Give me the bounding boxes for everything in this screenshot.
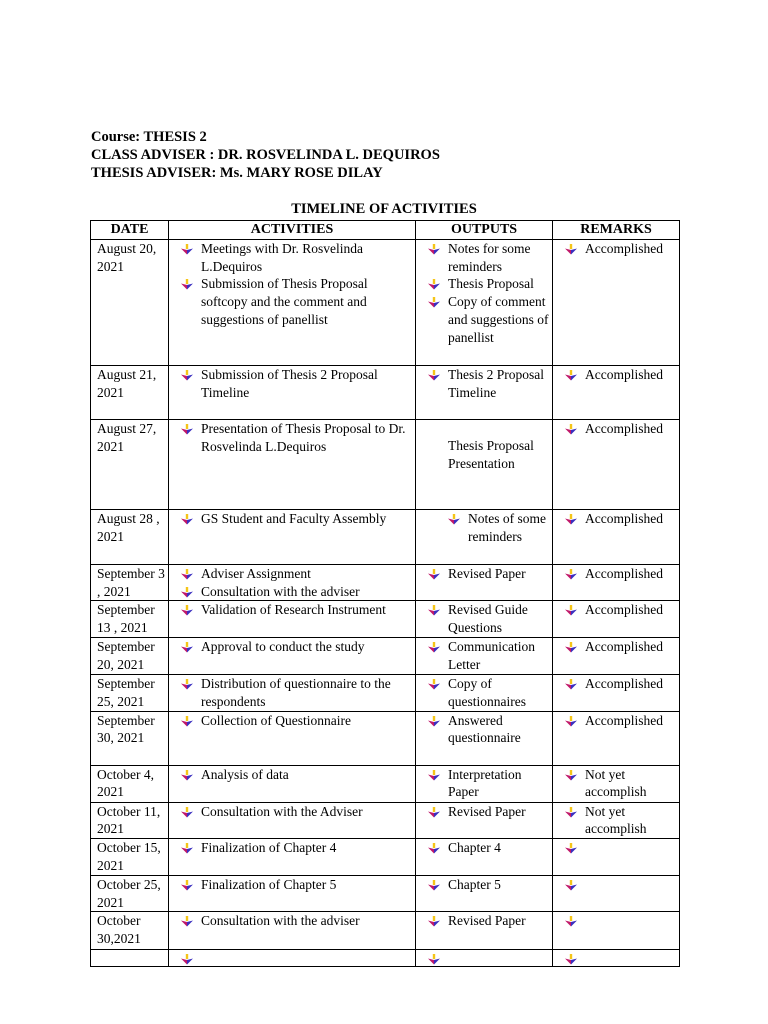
list-item <box>448 912 550 930</box>
list-item-text: Not yet accomplish <box>585 803 647 837</box>
table-row <box>91 509 680 564</box>
down-arrow-bullet-icon <box>565 880 577 891</box>
down-arrow-bullet-icon <box>428 569 440 580</box>
list-item <box>201 712 413 730</box>
list-item-text: Adviser Assignment <box>201 565 311 581</box>
list-item <box>201 275 413 328</box>
list-item <box>201 766 413 784</box>
down-arrow-bullet-icon <box>565 424 577 435</box>
down-arrow-bullet-icon <box>181 770 193 781</box>
list-item-text: Accomplished <box>585 240 663 256</box>
list-item-text: Chapter 4 <box>448 840 501 856</box>
activities-list <box>175 839 413 857</box>
outputs-cell <box>416 765 553 802</box>
list-item-text: Accomplished <box>585 366 663 382</box>
list-item-text: Thesis Proposal <box>448 276 534 292</box>
outputs-cell <box>416 912 553 950</box>
list-item-text: Notes for some reminders <box>448 240 531 274</box>
down-arrow-bullet-icon <box>428 807 440 818</box>
list-item-text: Meetings with Dr. Rosvelinda L.Dequiros <box>201 240 363 274</box>
outputs-cell <box>416 875 553 912</box>
list-item-text: Accomplished <box>585 510 663 526</box>
list-item-text: Accomplished <box>585 565 663 581</box>
remarks-cell <box>553 365 680 419</box>
down-arrow-bullet-icon <box>181 716 193 727</box>
list-item <box>201 803 413 821</box>
activities-cell <box>169 802 416 839</box>
outputs-list <box>422 510 550 546</box>
list-item <box>585 712 677 730</box>
list-item <box>201 876 413 894</box>
outputs-cell <box>416 239 553 365</box>
activities-list <box>175 803 413 821</box>
list-item-text: Accomplished <box>585 675 663 691</box>
activities-list <box>175 912 413 930</box>
list-item-text: Consultation with the adviser <box>201 583 360 599</box>
list-item <box>585 766 677 802</box>
outputs-list <box>422 839 550 857</box>
outputs-list <box>422 601 550 637</box>
list-item <box>201 601 413 619</box>
list-item-text: Distribution of questionnaire to the respondents <box>201 675 391 709</box>
timeline-body <box>91 239 680 967</box>
activities-cell <box>169 509 416 564</box>
remarks-cell <box>553 875 680 912</box>
down-arrow-bullet-icon <box>181 954 193 965</box>
down-arrow-bullet-icon <box>428 954 440 965</box>
date-cell: September 20, 2021 <box>91 638 169 675</box>
down-arrow-bullet-icon <box>181 843 193 854</box>
list-item <box>585 565 677 583</box>
down-arrow-bullet-icon <box>565 916 577 927</box>
list-item <box>585 366 677 384</box>
table-row <box>91 365 680 419</box>
table-title: TIMELINE OF ACTIVITIES <box>291 201 477 217</box>
list-item <box>448 712 550 748</box>
activities-cell <box>169 839 416 876</box>
date-cell: September 30, 2021 <box>91 711 169 765</box>
activities-cell <box>169 765 416 802</box>
down-arrow-bullet-icon <box>428 880 440 891</box>
table-row <box>91 239 680 365</box>
table-row <box>91 765 680 802</box>
list-item <box>585 510 677 528</box>
outputs-list <box>422 240 550 347</box>
list-item-text: Consultation with the adviser <box>201 913 360 929</box>
activities-list <box>175 876 413 894</box>
date-cell: August 21, 2021 <box>91 365 169 419</box>
list-item-text: Interpretation Paper <box>448 766 522 800</box>
down-arrow-bullet-icon <box>565 642 577 653</box>
down-arrow-bullet-icon <box>565 679 577 690</box>
down-arrow-bullet-icon <box>565 370 577 381</box>
column-header-date: DATE <box>91 221 169 240</box>
list-item <box>448 437 550 473</box>
list-item <box>585 675 677 693</box>
list-item-text: Notes of some reminders <box>468 510 546 544</box>
table-row <box>91 912 680 950</box>
spacer <box>422 420 550 437</box>
list-item-text: Finalization of Chapter 4 <box>201 840 337 856</box>
list-item-text: Accomplished <box>585 639 663 655</box>
list-item <box>448 766 550 802</box>
date-cell: August 28 , 2021 <box>91 509 169 564</box>
activities-cell <box>169 239 416 365</box>
remarks-list <box>559 638 677 656</box>
date-cell: October 15, 2021 <box>91 839 169 876</box>
activities-list <box>175 240 413 329</box>
down-arrow-bullet-icon <box>565 716 577 727</box>
down-arrow-bullet-icon <box>181 370 193 381</box>
remarks-cell <box>553 950 680 967</box>
down-arrow-bullet-icon <box>181 569 193 580</box>
list-item <box>448 565 550 583</box>
activities-list <box>175 565 413 601</box>
down-arrow-bullet-icon <box>428 605 440 616</box>
list-item-text: Analysis of data <box>201 766 289 782</box>
list-item-text: Finalization of Chapter 5 <box>201 876 337 892</box>
down-arrow-bullet-icon <box>181 424 193 435</box>
table-row <box>91 564 680 601</box>
outputs-cell <box>416 419 553 509</box>
date-cell: October 25, 2021 <box>91 875 169 912</box>
list-item <box>201 565 413 583</box>
activities-list <box>175 712 413 730</box>
outputs-list <box>422 366 550 402</box>
list-item <box>448 839 550 857</box>
outputs-cell <box>416 802 553 839</box>
remarks-list <box>559 712 677 730</box>
outputs-list <box>422 675 550 711</box>
down-arrow-bullet-icon <box>565 770 577 781</box>
date-cell: October 30,2021 <box>91 912 169 950</box>
activities-cell <box>169 419 416 509</box>
list-item <box>468 510 550 546</box>
list-item <box>585 803 677 839</box>
list-item-text: Thesis 2 Proposal Timeline <box>448 366 544 400</box>
outputs-cell <box>416 564 553 601</box>
down-arrow-bullet-icon <box>565 843 577 854</box>
remarks-cell <box>553 601 680 638</box>
down-arrow-bullet-icon <box>565 807 577 818</box>
list-item <box>448 240 550 276</box>
down-arrow-bullet-icon <box>448 514 460 525</box>
down-arrow-bullet-icon <box>181 642 193 653</box>
list-item-text: Validation of Research Instrument <box>201 602 386 618</box>
list-item-text: Not yet accomplish <box>585 766 647 800</box>
remarks-cell <box>553 711 680 765</box>
list-item <box>448 601 550 637</box>
activities-list <box>175 510 413 528</box>
outputs-list <box>422 876 550 894</box>
activities-cell <box>169 711 416 765</box>
list-item-text: Consultation with the Adviser <box>201 803 363 819</box>
remarks-cell <box>553 765 680 802</box>
list-item <box>448 366 550 402</box>
remarks-list <box>559 510 677 528</box>
down-arrow-bullet-icon <box>181 679 193 690</box>
table-row <box>91 601 680 638</box>
column-header-activities: ACTIVITIES <box>169 221 416 240</box>
remarks-list <box>559 675 677 693</box>
activities-cell <box>169 365 416 419</box>
activities-list <box>175 601 413 619</box>
down-arrow-bullet-icon <box>181 514 193 525</box>
list-item <box>201 675 413 711</box>
list-item-text: Communication Letter <box>448 639 535 673</box>
list-item <box>201 510 413 528</box>
activities-list <box>175 420 413 456</box>
down-arrow-bullet-icon <box>181 916 193 927</box>
down-arrow-bullet-icon <box>565 244 577 255</box>
remarks-cell <box>553 509 680 564</box>
activities-list <box>175 675 413 711</box>
list-item <box>201 420 413 456</box>
list-item-text: Copy of questionnaires <box>448 675 526 709</box>
remarks-list <box>559 803 677 839</box>
list-item-text: Answered questionnaire <box>448 712 521 746</box>
list-item <box>448 293 550 346</box>
date-cell: August 20, 2021 <box>91 239 169 365</box>
outputs-list <box>422 912 550 930</box>
down-arrow-bullet-icon <box>428 279 440 290</box>
list-item <box>201 240 413 276</box>
remarks-list <box>559 240 677 258</box>
date-cell: September 25, 2021 <box>91 674 169 711</box>
activities-cell <box>169 912 416 950</box>
list-item <box>448 876 550 894</box>
remarks-list <box>559 420 677 438</box>
date-cell: September 3 , 2021 <box>91 564 169 601</box>
down-arrow-bullet-icon <box>428 916 440 927</box>
outputs-cell <box>416 839 553 876</box>
outputs-list <box>422 766 550 802</box>
column-header-outputs: OUTPUTS <box>416 221 553 240</box>
table-row <box>91 839 680 876</box>
course-line: Course: THESIS 2 <box>91 129 207 145</box>
remarks-cell <box>553 564 680 601</box>
list-item-text: Accomplished <box>585 420 663 436</box>
table-row <box>91 711 680 765</box>
list-item-text: Revised Paper <box>448 565 526 581</box>
date-cell <box>91 950 169 967</box>
down-arrow-bullet-icon <box>181 279 193 290</box>
remarks-list <box>559 766 677 802</box>
down-arrow-bullet-icon <box>565 605 577 616</box>
activities-cell <box>169 638 416 675</box>
remarks-cell <box>553 419 680 509</box>
down-arrow-bullet-icon <box>428 297 440 308</box>
remarks-cell <box>553 638 680 675</box>
down-arrow-bullet-icon <box>181 605 193 616</box>
list-item-text: Copy of comment and suggestions of panellist <box>448 294 549 345</box>
remarks-cell <box>553 802 680 839</box>
outputs-cell <box>416 674 553 711</box>
outputs-list <box>422 712 550 748</box>
table-row <box>91 638 680 675</box>
date-cell: August 27, 2021 <box>91 419 169 509</box>
timeline-table <box>90 220 680 967</box>
down-arrow-bullet-icon <box>181 244 193 255</box>
activities-cell <box>169 875 416 912</box>
down-arrow-bullet-icon <box>181 807 193 818</box>
down-arrow-bullet-icon <box>565 569 577 580</box>
date-cell: September 13 , 2021 <box>91 601 169 638</box>
list-item <box>448 675 550 711</box>
activities-list <box>175 638 413 656</box>
down-arrow-bullet-icon <box>565 954 577 965</box>
list-item-text: Submission of Thesis 2 Proposal Timeline <box>201 366 378 400</box>
list-item <box>201 366 413 402</box>
list-item <box>585 420 677 438</box>
remarks-list <box>559 565 677 583</box>
list-item-text: Approval to conduct the study <box>201 639 365 655</box>
outputs-list <box>422 565 550 583</box>
list-item-text: Presentation of Thesis Proposal to Dr. Rosvelinda L.Dequiros <box>201 420 406 454</box>
list-item-text: Revised Guide Questions <box>448 602 528 636</box>
activities-list <box>175 366 413 402</box>
down-arrow-bullet-icon <box>428 770 440 781</box>
list-item-text: Accomplished <box>585 712 663 728</box>
list-item <box>201 839 413 857</box>
down-arrow-bullet-icon <box>428 370 440 381</box>
list-item <box>201 583 413 601</box>
list-item-text: Collection of Questionnaire <box>201 712 351 728</box>
date-cell: October 4, 2021 <box>91 765 169 802</box>
down-arrow-bullet-icon <box>181 880 193 891</box>
thesis-adviser-line: THESIS ADVISER: Ms. MARY ROSE DILAY <box>91 165 383 181</box>
outputs-list <box>422 803 550 821</box>
outputs-cell <box>416 638 553 675</box>
table-row <box>91 802 680 839</box>
list-item-text: Chapter 5 <box>448 876 501 892</box>
activities-cell <box>169 950 416 967</box>
down-arrow-bullet-icon <box>428 679 440 690</box>
outputs-list <box>422 638 550 674</box>
column-header-remarks: REMARKS <box>553 221 680 240</box>
list-item <box>201 638 413 656</box>
list-item <box>201 912 413 930</box>
list-item-text: GS Student and Faculty Assembly <box>201 510 387 526</box>
down-arrow-bullet-icon <box>428 244 440 255</box>
table-row <box>91 875 680 912</box>
activities-cell <box>169 601 416 638</box>
outputs-cell <box>416 365 553 419</box>
table-row <box>91 419 680 509</box>
outputs-list <box>422 437 550 473</box>
list-item <box>448 803 550 821</box>
list-item <box>448 275 550 293</box>
down-arrow-bullet-icon <box>181 587 193 598</box>
list-item-text: Revised Paper <box>448 913 526 929</box>
activities-list <box>175 766 413 784</box>
list-item <box>448 638 550 674</box>
activities-cell <box>169 674 416 711</box>
remarks-cell <box>553 674 680 711</box>
remarks-cell <box>553 239 680 365</box>
down-arrow-bullet-icon <box>428 843 440 854</box>
remarks-list <box>559 601 677 619</box>
table-row <box>91 950 680 967</box>
remarks-cell <box>553 839 680 876</box>
remarks-cell <box>553 912 680 950</box>
activities-cell <box>169 564 416 601</box>
remarks-list <box>559 366 677 384</box>
list-item-text: Thesis Proposal Presentation <box>448 437 534 471</box>
outputs-cell <box>416 509 553 564</box>
list-item-text: Submission of Thesis Proposal softcopy and the comment and suggestions of panellist <box>201 276 368 327</box>
table-header-row <box>91 221 680 240</box>
date-cell: October 11, 2021 <box>91 802 169 839</box>
list-item-text: Revised Paper <box>448 803 526 819</box>
outputs-cell <box>416 711 553 765</box>
down-arrow-bullet-icon <box>428 642 440 653</box>
list-item-text: Accomplished <box>585 602 663 618</box>
list-item <box>585 638 677 656</box>
down-arrow-bullet-icon <box>428 716 440 727</box>
outputs-cell <box>416 601 553 638</box>
list-item <box>585 601 677 619</box>
table-row <box>91 674 680 711</box>
down-arrow-bullet-icon <box>565 514 577 525</box>
class-adviser-line: CLASS ADVISER : DR. ROSVELINDA L. DEQUIROS <box>91 147 440 163</box>
outputs-cell <box>416 950 553 967</box>
list-item <box>585 240 677 258</box>
